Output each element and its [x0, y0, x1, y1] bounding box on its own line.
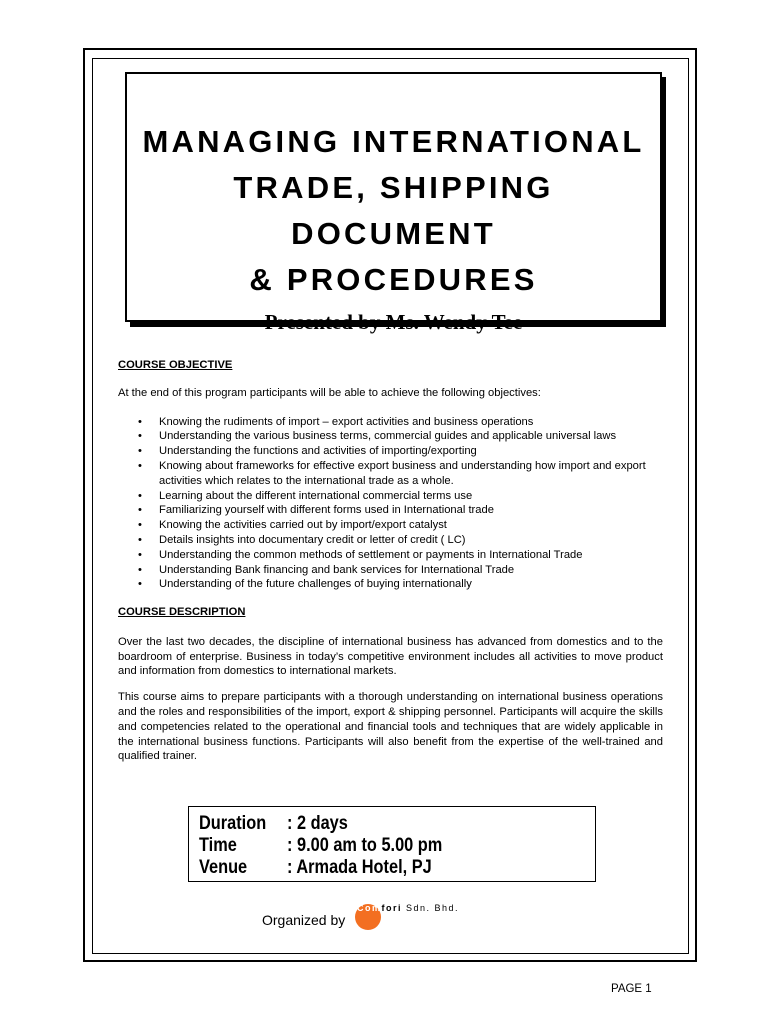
- venue-label: Venue: [199, 857, 248, 878]
- objective-item: • Familiarizing yourself with different forms used in International trade: [138, 504, 494, 517]
- bullet-icon: •: [138, 445, 142, 458]
- time-label: Time: [199, 835, 237, 856]
- presenter-line: Presented by Ms. Wendy Tee: [264, 310, 523, 334]
- bullet-icon: •: [138, 519, 142, 532]
- duration-label: Duration: [199, 813, 267, 834]
- comfori-logo: Comfori Sdn. Bhd.: [349, 899, 489, 929]
- objective-item: • Understanding the common methods of settlement or payments in International Trade: [138, 548, 583, 561]
- bullet-icon: •: [138, 563, 142, 576]
- bullet-icon: •: [138, 533, 142, 546]
- objective-list: [118, 415, 663, 593]
- title-box: [125, 72, 662, 334]
- course-objective-heading: COURSE OBJECTIVE: [118, 359, 233, 371]
- course-description-heading: COURSE DESCRIPTION: [118, 606, 246, 618]
- bullet-icon: •: [138, 430, 142, 443]
- page-number: PAGE 1: [611, 983, 652, 995]
- duration-value: : 2 days: [287, 813, 348, 834]
- objective-item: • Learning about the different international commercial terms use: [138, 489, 473, 502]
- objective-item: • Knowing the activities carried out by import/export catalyst: [138, 519, 447, 532]
- objective-item: • Details insights into documentary credit or letter of credit ( LC): [138, 533, 466, 546]
- time-row: [199, 835, 595, 857]
- bullet-icon: •: [138, 504, 142, 517]
- bullet-icon: •: [138, 489, 142, 502]
- bullet-icon: •: [138, 548, 142, 561]
- bullet-icon: •: [138, 578, 142, 591]
- course-objective-section: [118, 358, 663, 592]
- course-description-section: [118, 605, 663, 764]
- course-title-line-1: MANAGING INTERNATIONAL: [142, 124, 645, 159]
- bullet-icon: •: [138, 415, 142, 428]
- objective-item: • Understanding the various business terms, commercial guides and applicable universal laws: [138, 430, 617, 443]
- course-objective-intro: At the end of this program participants will be able to achieve the following objectives:: [118, 386, 541, 399]
- duration-row: [199, 813, 595, 835]
- organized-by-label: Organized by: [262, 912, 346, 928]
- objective-item: • Knowing the rudiments of import – export activities and business operations: [138, 415, 534, 428]
- objective-item: • Understanding of the future challenges of buying internationally: [138, 578, 472, 591]
- bullet-icon: •: [138, 459, 142, 472]
- description-paragraph-2: This course aims to prepare participants with a thorough understanding on international business operations and the roles and responsibilities of the import, export & shipping personnel. Participants will acquire the skills and competencies related to the operational and financial tools and techniques that are widely applicable in the international business functions. Participants will also benefit from the expertise of the well-trained and qualified trainer.: [118, 691, 663, 763]
- course-title-line-2: TRADE, SHIPPING DOCUMENT: [233, 170, 554, 251]
- objective-item: • Understanding the functions and activities of importing/exporting: [138, 445, 477, 458]
- venue-row: [199, 857, 595, 879]
- course-title-line-3: & PROCEDURES: [249, 262, 538, 297]
- objective-item: • Knowing about frameworks for effective export business and understanding how import and export activities which relates to the international trade as a whole.: [138, 459, 646, 487]
- venue-value: : Armada Hotel, PJ: [287, 857, 432, 878]
- time-value: : 9.00 am to 5.00 pm: [287, 835, 443, 856]
- description-paragraph-1: Over the last two decades, the discipline of international business has advanced from domestics and to the boardroom of enterprise. Business in today’s competitive environment includes all activities to move product and information from domestics to international markets.: [118, 635, 663, 678]
- course-details-box: [188, 806, 596, 882]
- objective-item: • Understanding Bank financing and bank services for International Trade: [138, 563, 515, 576]
